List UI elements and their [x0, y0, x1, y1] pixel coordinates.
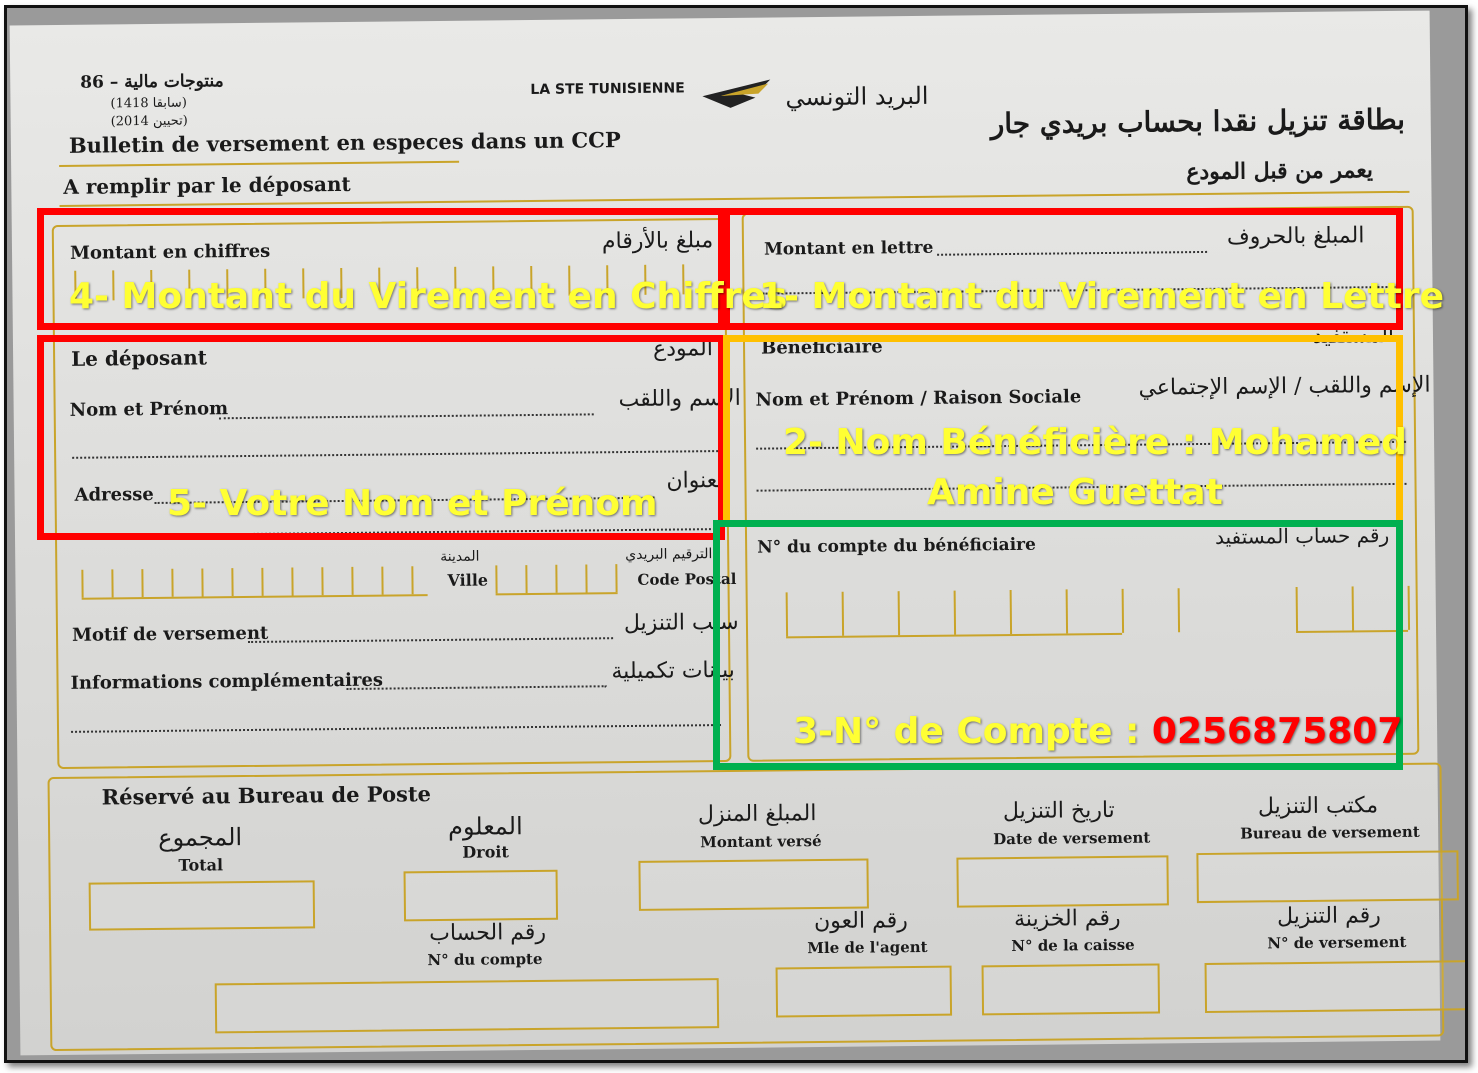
- agent-label-fr: Mle de l'agent: [807, 937, 928, 958]
- address-label-fr: Adresse: [74, 483, 154, 506]
- cash-label-ar: رقم الخزينة: [1013, 905, 1121, 932]
- beneficiary-name-label-ar: الإسم واللقب / الإسم الإجتماعي: [1138, 372, 1431, 401]
- account-footer-label-ar: رقم الحساب: [429, 919, 547, 947]
- date-label-fr: Date de versement: [993, 828, 1151, 849]
- annotation-amount-letters: 1- Montant du Virement en Lettre: [759, 276, 1445, 317]
- form-ref-2: (تحيين 2014): [110, 113, 188, 130]
- agent-box[interactable]: [776, 966, 953, 1018]
- amount-letters-label-fr: Montant en lettre: [763, 237, 934, 260]
- form-title-fr: Bulletin de versement en especes dans un CCP: [68, 127, 621, 158]
- payment-number-label-fr: N° de versement: [1267, 932, 1407, 953]
- depositor-label-fr: Le déposant: [71, 345, 208, 371]
- screenshot-frame: [4, 5, 1468, 1063]
- payment-number-label-ar: رقم التنزيل: [1276, 903, 1381, 930]
- annotation-account-number: [793, 711, 1402, 752]
- beneficiary-label-fr: Bénéficiaire: [760, 336, 883, 359]
- logo-text-ar: البريد التونسي: [785, 81, 929, 112]
- postal-code-boxes[interactable]: [495, 564, 617, 593]
- motive-label-ar: سبب التنزيل: [623, 609, 739, 637]
- agent-label-ar: رقم العون: [813, 908, 908, 935]
- cash-label-fr: N° de la caisse: [1011, 935, 1135, 956]
- office-label-fr: Bureau de versement: [1240, 822, 1420, 843]
- city-label-fr: Ville: [447, 570, 489, 590]
- account-label-ar: رقم حساب المستفيد: [1214, 523, 1390, 549]
- total-box[interactable]: [89, 880, 315, 930]
- annotation-account-value: 0256875807: [1151, 711, 1403, 752]
- depositor-label-ar: المودع: [652, 336, 714, 362]
- payment-number-box[interactable]: [1205, 960, 1468, 1013]
- total-label-fr: Total: [178, 855, 224, 875]
- motive-label-fr: Motif de versement: [71, 622, 269, 646]
- city-label-ar: المدينة: [440, 548, 480, 565]
- reserved-label: Réservé au Bureau de Poste: [101, 781, 432, 810]
- depositor-name-label-ar: الإسم واللقب: [618, 385, 741, 413]
- poste-tunisienne-logo: [700, 73, 780, 114]
- annotation-beneficiary-line2: Amine Guettat: [927, 472, 1223, 513]
- annotation-account-label: 3-N° de Compte :: [793, 711, 1152, 752]
- form-number: 86 – منتوجات مالية: [80, 71, 224, 93]
- office-box[interactable]: [1196, 850, 1459, 903]
- amount-paid-box[interactable]: [638, 859, 869, 911]
- annotation-beneficiary-line1: 2- Nom Bénéficière : Mohamed: [783, 422, 1407, 463]
- account-footer-box[interactable]: [215, 978, 719, 1033]
- amount-paid-label-ar: المبلغ المنزل: [697, 801, 817, 828]
- account-label-fr: N° du compte du bénéficiaire: [757, 534, 1036, 558]
- account-footer-label-fr: N° du compte: [427, 949, 543, 970]
- postal-label-ar: الترقيم البريدي: [625, 546, 713, 564]
- fill-by-fr: A remplir par le déposant: [63, 171, 351, 199]
- form-ref-1: (1418 سابقا): [110, 95, 187, 112]
- fee-label-ar: المعلوم: [447, 812, 523, 841]
- city-boxes[interactable]: [81, 566, 413, 597]
- annotation-amount-figures: 4- Montant du Virement en Chiffres: [69, 276, 788, 317]
- annotation-depositor-name: 5- Votre Nom et Prénom: [167, 483, 658, 524]
- amount-figures-label-fr: Montant en chiffres: [69, 240, 271, 264]
- amount-figures-label-ar: مبلغ بالأرقام: [601, 228, 714, 255]
- total-label-ar: المجموع: [158, 823, 243, 852]
- fill-by-ar: يعمر من قبل المودع: [1186, 157, 1374, 186]
- date-box[interactable]: [956, 855, 1169, 907]
- address-label-ar: العنوان: [666, 467, 731, 494]
- info-label-fr: Informations complémentaires: [70, 669, 384, 694]
- amount-paid-label-fr: Montant versé: [700, 832, 822, 852]
- beneficiary-name-label-fr: Nom et Prénom / Raison Sociale: [755, 386, 1082, 411]
- cash-box[interactable]: [982, 963, 1161, 1015]
- fee-label-fr: Droit: [462, 842, 509, 862]
- depositor-name-label-fr: Nom et Prénom: [69, 398, 229, 421]
- fee-box[interactable]: [404, 870, 559, 922]
- beneficiary-label-ar: المستفيد: [1312, 322, 1395, 349]
- date-label-ar: تاريخ التنزيل: [1002, 797, 1115, 825]
- amount-letters-label-ar: المبلغ بالحروف: [1226, 223, 1365, 250]
- form-title-ar: بطاقة تنزيل نقدا بحساب بريدي جار: [990, 102, 1406, 141]
- logo-text-fr: LA STE TUNISIENNE: [530, 80, 685, 99]
- postal-label-fr: Code Postal: [637, 569, 737, 589]
- info-label-ar: بيانات تكميلية: [611, 657, 735, 685]
- office-label-ar: مكتب التنزيل: [1257, 793, 1379, 820]
